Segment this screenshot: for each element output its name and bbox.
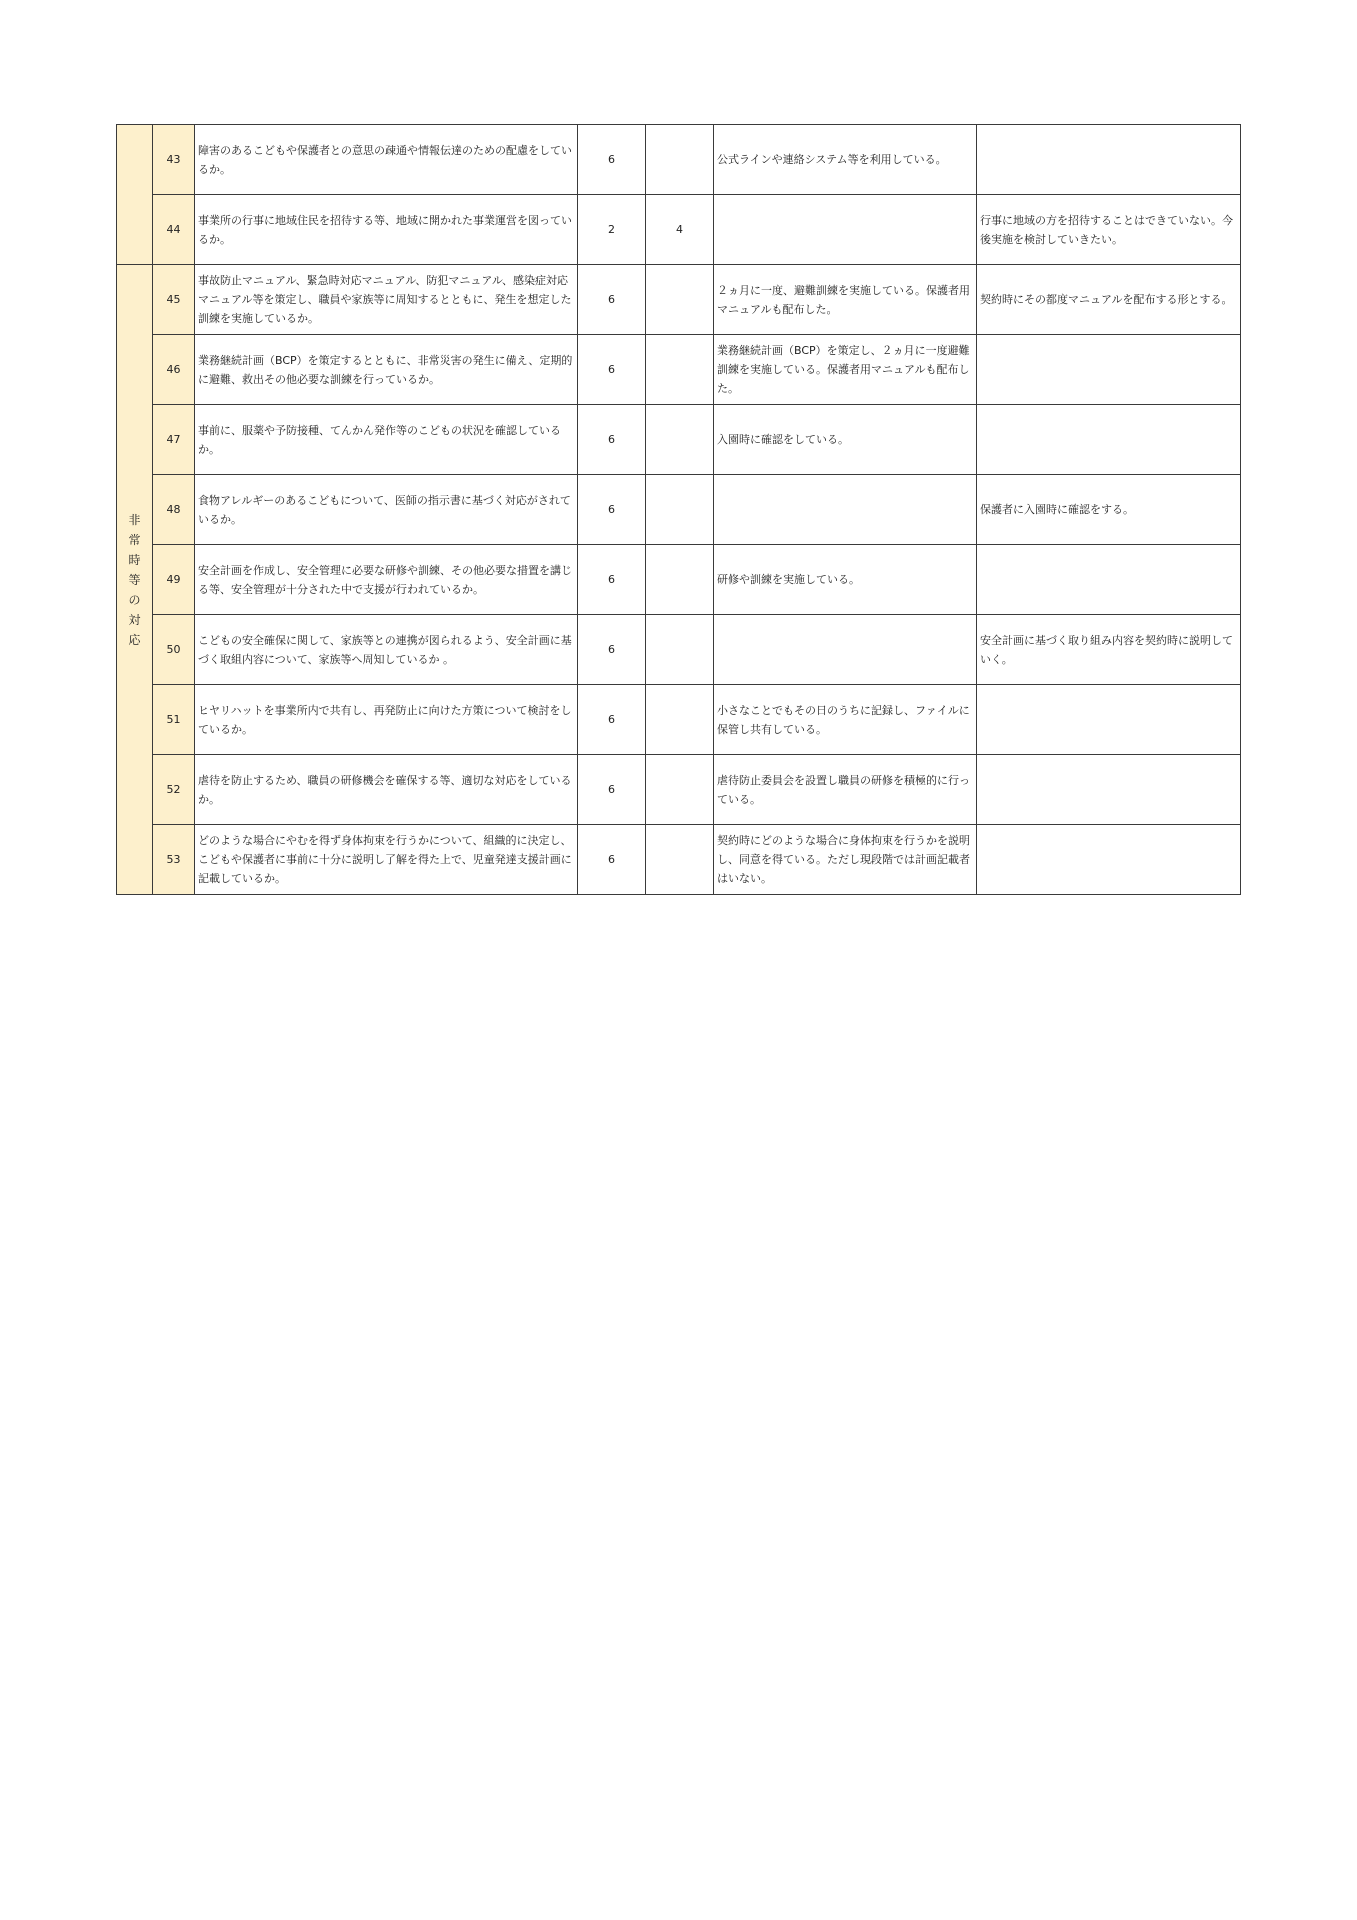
situation-comment: 研修や訓練を実施している。 bbox=[714, 545, 977, 615]
yes-count: 6 bbox=[578, 335, 646, 405]
no-count bbox=[646, 825, 714, 895]
improvement-comment bbox=[977, 125, 1241, 195]
situation-comment bbox=[714, 475, 977, 545]
yes-count: 6 bbox=[578, 125, 646, 195]
yes-count: 6 bbox=[578, 405, 646, 475]
item-question: 虐待を防止するため、職員の研修機会を確保する等、適切な対応をしているか。 bbox=[195, 755, 578, 825]
table-row bbox=[117, 825, 1241, 895]
item-number: 43 bbox=[153, 125, 195, 195]
yes-count: 6 bbox=[578, 265, 646, 335]
no-count bbox=[646, 265, 714, 335]
table-row bbox=[117, 125, 1241, 195]
situation-comment bbox=[714, 195, 977, 265]
no-count bbox=[646, 545, 714, 615]
improvement-comment bbox=[977, 545, 1241, 615]
no-count bbox=[646, 475, 714, 545]
no-count bbox=[646, 755, 714, 825]
item-question: 事故防止マニュアル、緊急時対応マニュアル、防犯マニュアル、感染症対応マニュアル等を策定し、職員や家族等に周知するとともに、発生を想定した訓練を実施しているか。 bbox=[195, 265, 578, 335]
yes-count: 6 bbox=[578, 475, 646, 545]
item-number: 44 bbox=[153, 195, 195, 265]
item-question: 安全計画を作成し、安全管理に必要な研修や訓練、その他必要な措置を講じる等、安全管理が十分された中で支援が行われているか。 bbox=[195, 545, 578, 615]
category-label: 非常時等の対応 bbox=[128, 512, 141, 647]
table-row bbox=[117, 545, 1241, 615]
item-number: 52 bbox=[153, 755, 195, 825]
yes-count: 6 bbox=[578, 615, 646, 685]
improvement-comment: 保護者に入園時に確認をする。 bbox=[977, 475, 1241, 545]
improvement-comment bbox=[977, 405, 1241, 475]
category-cell-previous bbox=[117, 125, 153, 265]
category-cell-emergency bbox=[117, 265, 153, 895]
improvement-comment bbox=[977, 755, 1241, 825]
situation-comment: 入園時に確認をしている。 bbox=[714, 405, 977, 475]
table-row bbox=[117, 755, 1241, 825]
yes-count: 6 bbox=[578, 755, 646, 825]
improvement-comment: 安全計画に基づく取り組み内容を契約時に説明していく。 bbox=[977, 615, 1241, 685]
situation-comment: 業務継続計画（BCP）を策定し、２ヵ月に一度避難訓練を実施している。保護者用マニュアルも配布した。 bbox=[714, 335, 977, 405]
item-question: こどもの安全確保に関して、家族等との連携が図られるよう、安全計画に基づく取組内容について、家族等へ周知しているか 。 bbox=[195, 615, 578, 685]
item-number: 47 bbox=[153, 405, 195, 475]
situation-comment: 契約時にどのような場合に身体拘束を行うかを説明し、同意を得ている。ただし現段階では計画記載者はいない。 bbox=[714, 825, 977, 895]
table-row bbox=[117, 685, 1241, 755]
situation-comment: 公式ラインや連絡システム等を利用している。 bbox=[714, 125, 977, 195]
item-number: 50 bbox=[153, 615, 195, 685]
item-number: 45 bbox=[153, 265, 195, 335]
table-row bbox=[117, 265, 1241, 335]
improvement-comment bbox=[977, 825, 1241, 895]
item-number: 49 bbox=[153, 545, 195, 615]
no-count bbox=[646, 125, 714, 195]
situation-comment: ２ヵ月に一度、避難訓練を実施している。保護者用マニュアルも配布した。 bbox=[714, 265, 977, 335]
yes-count: 6 bbox=[578, 825, 646, 895]
item-question: 業務継続計画（BCP）を策定するとともに、非常災害の発生に備え、定期的に避難、救出その他必要な訓練を行っているか。 bbox=[195, 335, 578, 405]
table-row bbox=[117, 475, 1241, 545]
improvement-comment: 契約時にその都度マニュアルを配布する形とする。 bbox=[977, 265, 1241, 335]
item-number: 46 bbox=[153, 335, 195, 405]
item-question: どのような場合にやむを得ず身体拘束を行うかについて、組織的に決定し、こどもや保護者に事前に十分に説明し了解を得た上で、児童発達支援計画に記載しているか。 bbox=[195, 825, 578, 895]
item-question: 障害のあるこどもや保護者との意思の疎通や情報伝達のための配慮をしているか。 bbox=[195, 125, 578, 195]
situation-comment: 虐待防止委員会を設置し職員の研修を積極的に行っている。 bbox=[714, 755, 977, 825]
improvement-comment: 行事に地域の方を招待することはできていない。今後実施を検討していきたい。 bbox=[977, 195, 1241, 265]
item-question: ヒヤリハットを事業所内で共有し、再発防止に向けた方策について検討をしているか。 bbox=[195, 685, 578, 755]
no-count bbox=[646, 685, 714, 755]
yes-count: 6 bbox=[578, 545, 646, 615]
table-row bbox=[117, 405, 1241, 475]
situation-comment bbox=[714, 615, 977, 685]
item-question: 食物アレルギーのあるこどもについて、医師の指示書に基づく対応がされているか。 bbox=[195, 475, 578, 545]
table-row bbox=[117, 615, 1241, 685]
item-question: 事前に、服薬や予防接種、てんかん発作等のこどもの状況を確認しているか。 bbox=[195, 405, 578, 475]
improvement-comment bbox=[977, 685, 1241, 755]
item-number: 51 bbox=[153, 685, 195, 755]
yes-count: 2 bbox=[578, 195, 646, 265]
situation-comment: 小さなことでもその日のうちに記録し、ファイルに保管し共有している。 bbox=[714, 685, 977, 755]
item-question: 事業所の行事に地域住民を招待する等、地域に開かれた事業運営を図っているか。 bbox=[195, 195, 578, 265]
item-number: 53 bbox=[153, 825, 195, 895]
item-number: 48 bbox=[153, 475, 195, 545]
no-count bbox=[646, 615, 714, 685]
improvement-comment bbox=[977, 335, 1241, 405]
no-count: 4 bbox=[646, 195, 714, 265]
yes-count: 6 bbox=[578, 685, 646, 755]
table-row bbox=[117, 195, 1241, 265]
no-count bbox=[646, 405, 714, 475]
no-count bbox=[646, 335, 714, 405]
table-row bbox=[117, 335, 1241, 405]
evaluation-table bbox=[116, 124, 1241, 895]
